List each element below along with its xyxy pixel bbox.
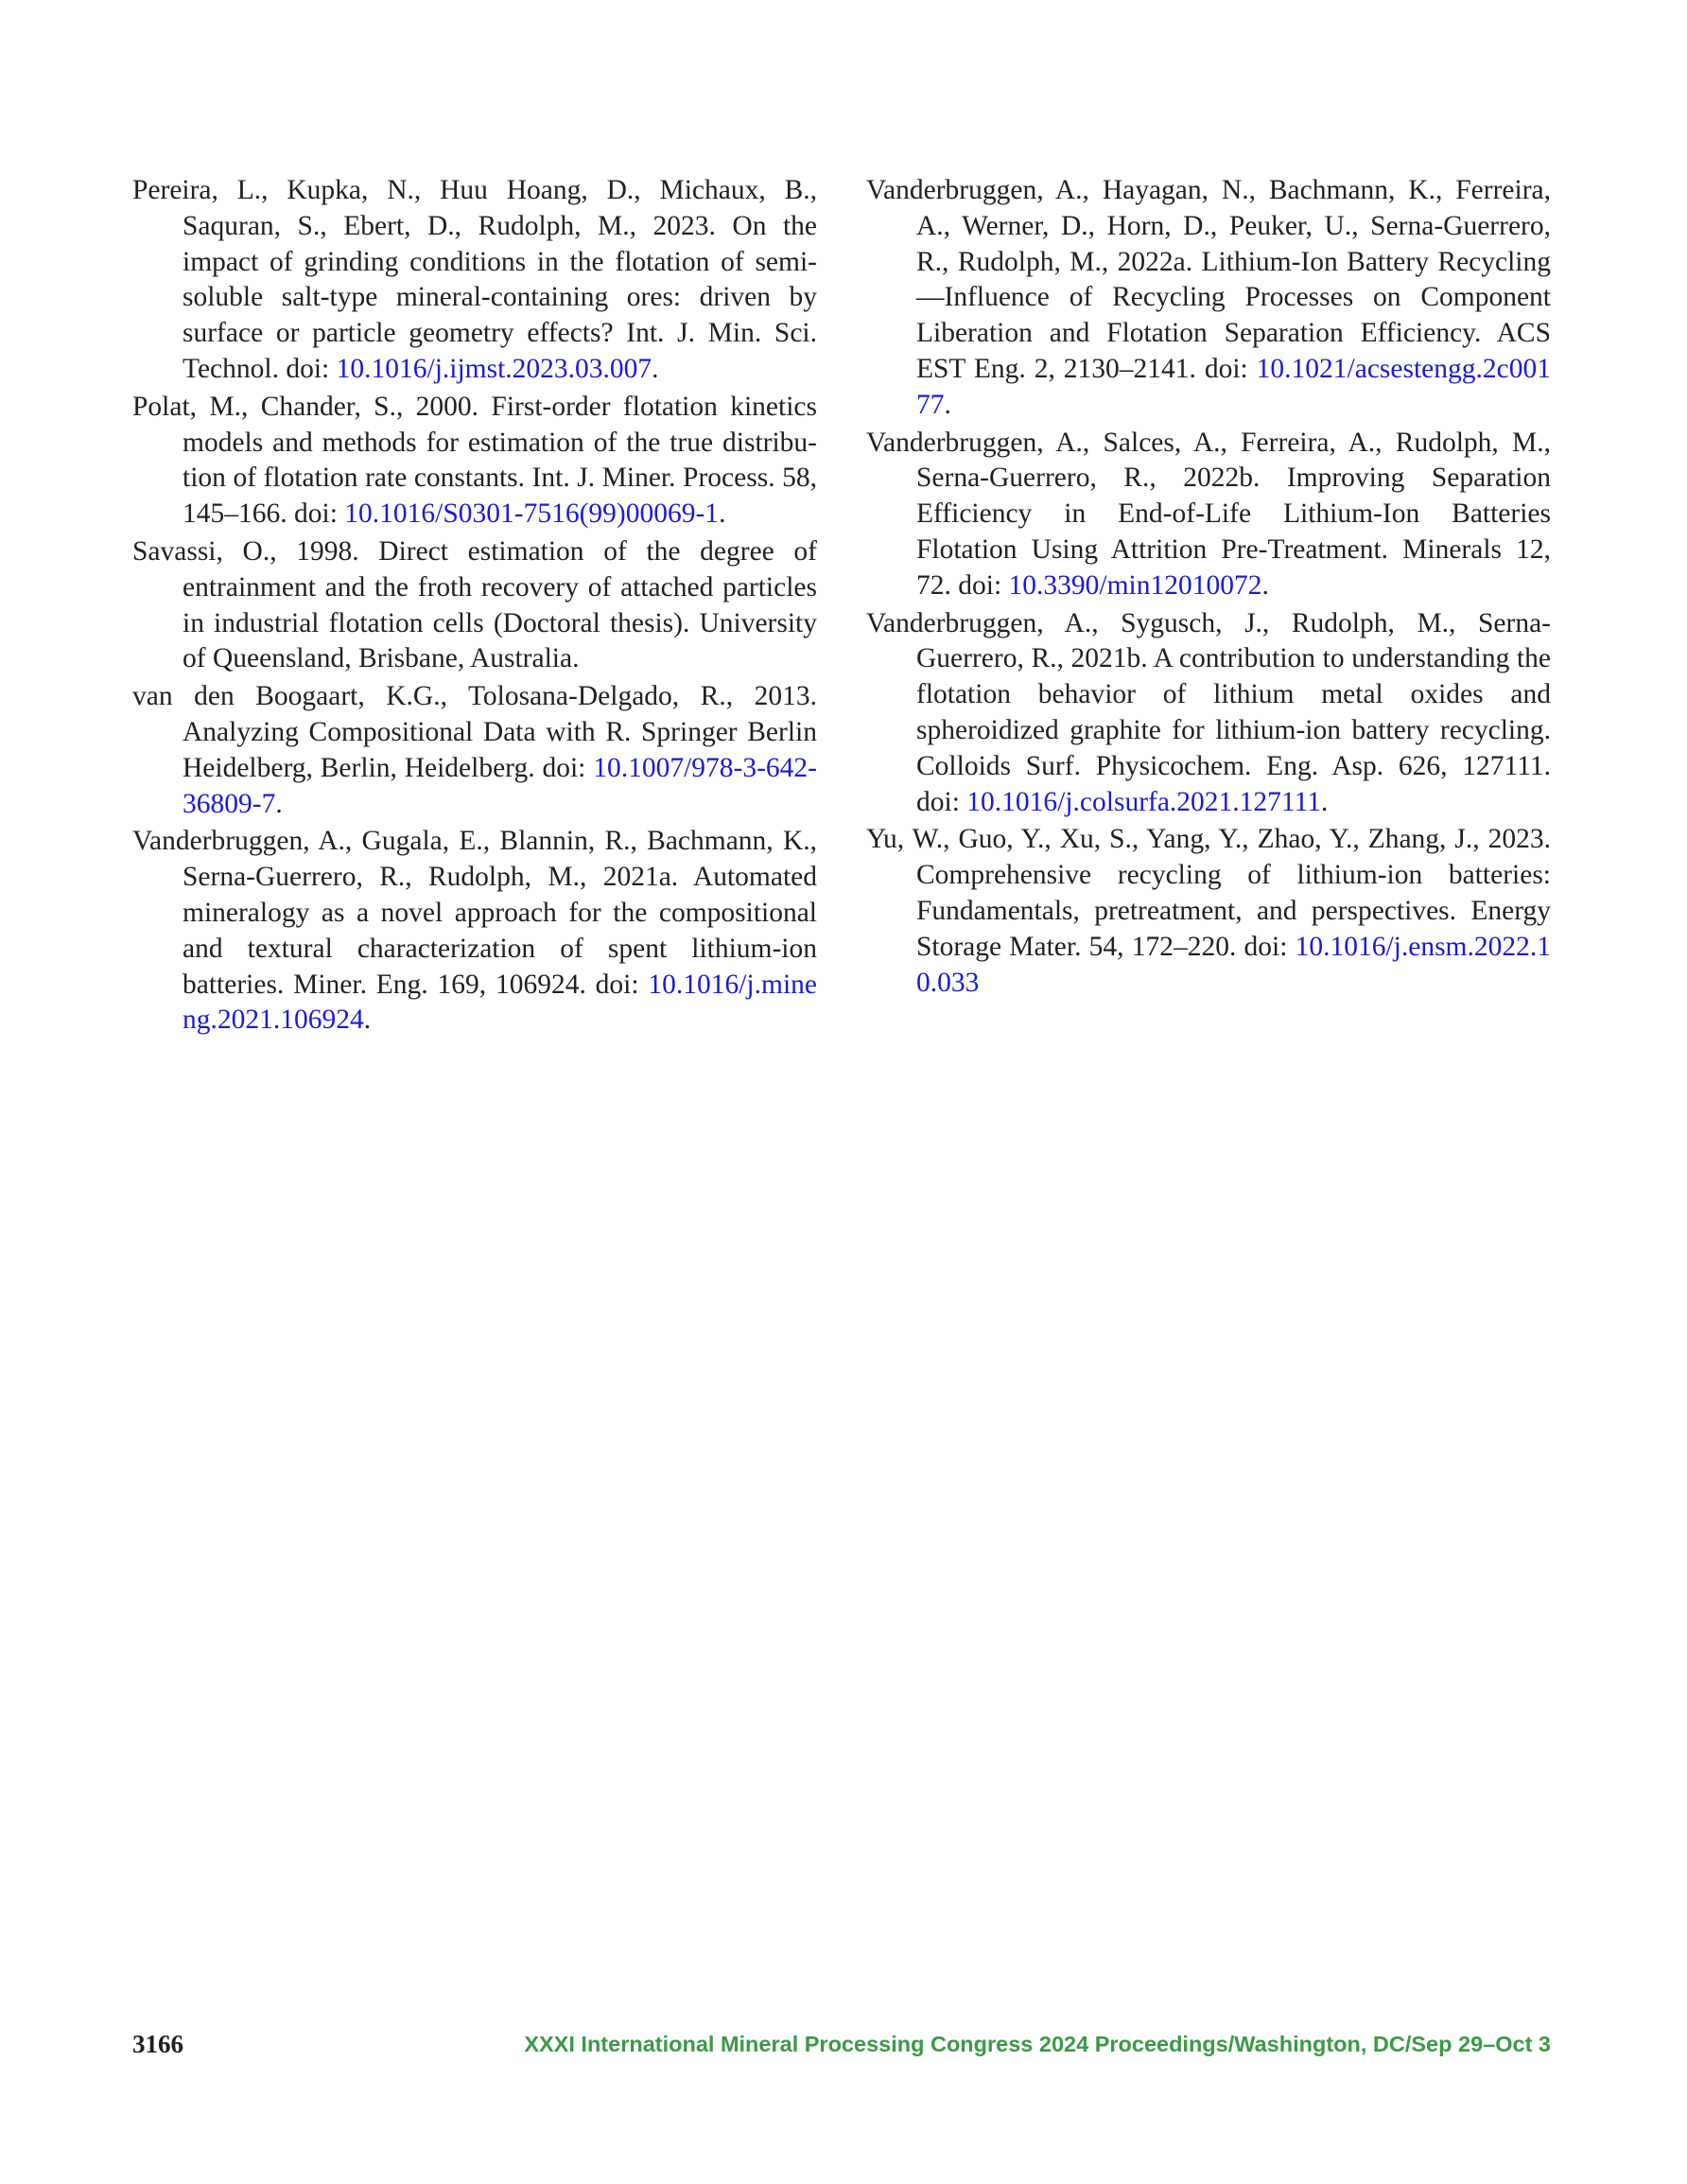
doi-link[interactable]: 10.3390/min12010072 [1008, 569, 1262, 601]
reference-entry [132, 390, 817, 533]
reference-entry [132, 173, 817, 388]
reference-text: van den Boogaart, K.G., Tolosana-Delgado, R., 2013. Analyzing Compositional Data with R. Springer Berlin Heidelberg, Berlin, Heidelberg. doi: [132, 681, 817, 783]
doi-link[interactable]: 10.1016/j.ijmst.2023.03.007 [336, 353, 652, 384]
doi-link[interactable]: 10.1016/S0301-7516(99)00069-1 [344, 498, 720, 530]
reference-text: Vanderbruggen, A., Salces, A., Ferreira, A., Rudolph, M., Serna-Guerrero, R., 2022b. Improving Separation Efficiency in End-of-Life Lithium-Ion Batteries Flotation Using Attrition Pre-Treatment. Minerals 12, 72. doi: [866, 427, 1551, 601]
reference-text: Savassi, O., 1998. Direct estimation of the degree of entrainment and the froth recovery of attached particles in industrial flotation cells (Doctoral thesis). University of Queensland, Brisbane, Australia. [132, 535, 817, 674]
references-column-left [132, 173, 817, 1040]
reference-tail: . [1321, 786, 1329, 817]
reference-entry [132, 679, 817, 822]
reference-text: Pereira, L., Kupka, N., Huu Hoang, D., Michaux, B., Saquran, S., Ebert, D., Rudolph, M., 2023. On the impact of grinding conditions in the flotation of semisoluble salt-type mineral-containing ores: driven by surface or particle geometry effects? Int. J. Min. Sci. Technol. doi: [132, 175, 817, 384]
reference-text: Yu, W., Guo, Y., Xu, S., Yang, Y., Zhao, Y., Zhang, J., 2023. Comprehensive recycling of lithium-ion batteries: Fundamentals, pretreatment, and perspectives. Energy Storage Mater. 54, 172–220. doi: [866, 824, 1551, 962]
page-number: 3166 [132, 2030, 183, 2058]
reference-tail: . [275, 788, 283, 819]
reference-entry [132, 534, 817, 677]
running-title: XXXI International Mineral Processing Congress 2024 Proceedings/Washington, DC/Sep 29–Oct 3 [524, 2032, 1551, 2056]
doi-link[interactable]: 10.1016/j.ensm.2022.10.033 [916, 931, 1551, 998]
reference-entry [866, 606, 1551, 821]
doi-link[interactable]: 10.1016/j.mineng.2021.106924 [183, 969, 817, 1036]
reference-text: Vanderbruggen, A., Hayagan, N., Bachmann, K., Ferreira, A., Werner, D., Horn, D., Peuker, U., Serna-Guerrero, R., Rudolph, M., 2022a. Lithium-Ion Battery Recycling—Influence of Recycling Processes on Component Liberation and Flotation Separation Efficiency. ACS EST Eng. 2, 2130–2141. doi: [866, 175, 1551, 384]
reference-text: Vanderbruggen, A., Gugala, E., Blannin, R., Bachmann, K., Serna-Guerrero, R., Rudolph, M., 2021a. Automated mineralogy as a novel approach for the compositional and textural characterization of spent lithium-ion batteries. Miner. Eng. 169, 106924. doi: [132, 826, 817, 1000]
reference-entry [866, 426, 1551, 604]
reference-text: Polat, M., Chander, S., 2000. First-order flotation kinetics models and methods for estimation of the true distribution of flotation rate constants. Int. J. Miner. Process. 58, 145–166. doi: [132, 391, 817, 530]
reference-tail: . [944, 389, 951, 420]
references-column-right [866, 173, 1551, 1003]
reference-text: Vanderbruggen, A., Sygusch, J., Rudolph, M., Serna-Guerrero, R., 2021b. A contribution to understanding the flotation behavior of lithium metal oxides and spheroidized graphite for lithium-ion battery recycling. Colloids Surf. Physicochem. Eng. Asp. 626, 127111. doi: [866, 607, 1551, 817]
reference-entry [132, 824, 817, 1039]
doi-link[interactable]: 10.1021/acsestengg.2c00177 [916, 353, 1551, 420]
doi-link[interactable]: 10.1007/978-3-642-36809-7 [183, 752, 817, 819]
reference-tail: . [1261, 569, 1269, 601]
reference-entry [866, 173, 1551, 424]
reference-entry [866, 822, 1551, 1001]
doi-link[interactable]: 10.1016/j.colsurfa.2021.127111 [966, 786, 1321, 817]
reference-tail: . [363, 1005, 372, 1036]
reference-tail: . [719, 498, 726, 530]
page-footer [132, 2030, 1551, 2068]
reference-tail: . [652, 353, 659, 384]
